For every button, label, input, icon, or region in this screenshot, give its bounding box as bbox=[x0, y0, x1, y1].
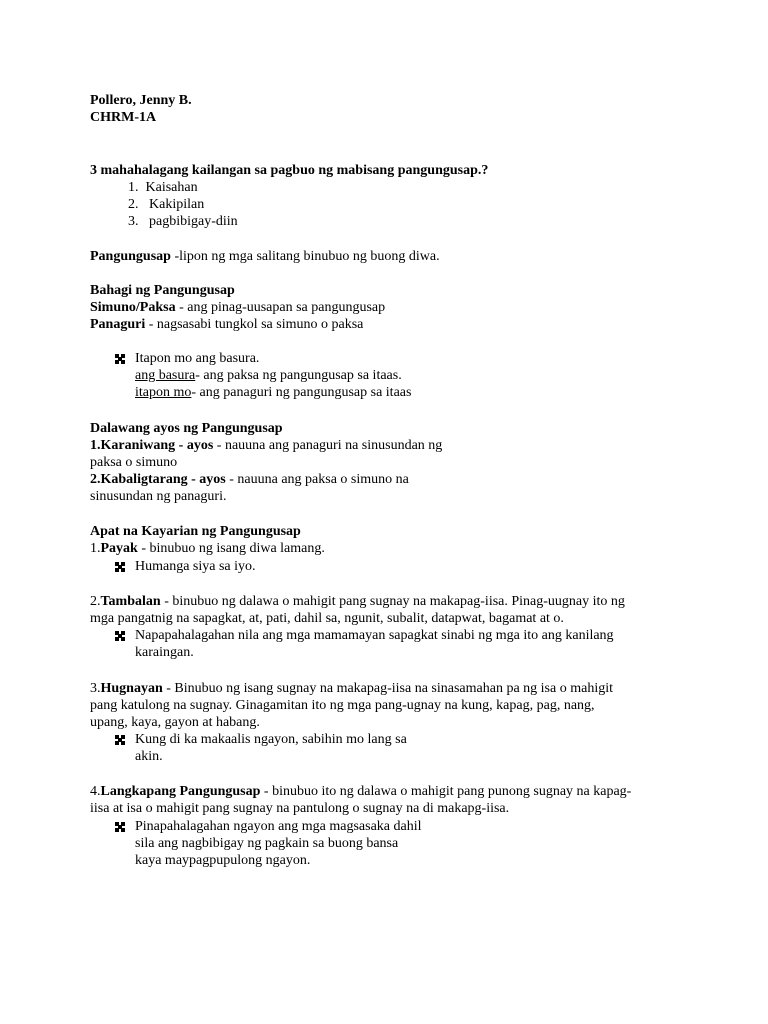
ayos-text: - nauuna ang paksa o simuno na bbox=[225, 472, 409, 487]
class-section: CHRM-1A bbox=[90, 110, 157, 125]
example-explanation: - ang paksa ng pangungusap sa itaas. bbox=[195, 368, 402, 383]
payak-text: - binubuo ng isang diwa lamang. bbox=[137, 541, 325, 556]
tambalan-cont: mga pangatnig na sapagkat, at, pati, dahil sa, ngunit, subalit, datapwat, bagamat at o. bbox=[90, 611, 564, 626]
ayos-term: .Karaniwang - ayos bbox=[97, 438, 214, 453]
panaguri-text: - nagsasabi tungkol sa simuno o paksa bbox=[145, 317, 364, 332]
example-sentence: Itapon mo ang basura. bbox=[135, 351, 260, 366]
item-number: 4. bbox=[90, 784, 101, 799]
list-text: pagbibigay-diin bbox=[149, 214, 238, 229]
tambalan-example-cont: karaingan. bbox=[135, 645, 194, 660]
list-item bbox=[128, 213, 238, 230]
panaguri-line bbox=[90, 316, 363, 333]
bullet-icon bbox=[114, 630, 126, 642]
item-number: 2 bbox=[90, 472, 97, 487]
hugnayan-cont-2: upang, kaya, gayon at habang. bbox=[90, 715, 260, 730]
payak-term: Payak bbox=[100, 541, 138, 556]
hugnayan-text: - Binubuo ng isang sugnay na makapag-iisa na sinasamahan pa ng isa o mahigit bbox=[162, 681, 613, 696]
definition-term: Pangungusap bbox=[90, 249, 171, 264]
payak-example: Humanga siya sa iyo. bbox=[135, 559, 256, 574]
list-number: 2. bbox=[128, 197, 139, 212]
author-name: Pollero, Jenny B. bbox=[90, 93, 192, 108]
bullet-icon bbox=[114, 821, 126, 833]
hugnayan-example: Kung di ka makaalis ngayon, sabihin mo lang sa bbox=[135, 732, 407, 747]
langkapan-example-2: sila ang nagbibigay ng pagkain sa buong bansa bbox=[135, 836, 399, 851]
list-text: Kaisahan bbox=[145, 180, 198, 195]
simuno-text: - ang pinag-uusapan sa pangungusap bbox=[175, 300, 386, 315]
tambalan-example: Napapahalagahan nila ang mga mamamayan sapagkat sinabi ng mga ito ang kanilang bbox=[135, 628, 614, 643]
tambalan-text: - binubuo ng dalawa o mahigit pang sugnay na makapag-iisa. Pinag-uugnay ito ng bbox=[160, 594, 625, 609]
section-heading-ayos: Dalawang ayos ng Pangungusap bbox=[90, 421, 283, 436]
underlined-phrase: ang basura bbox=[135, 368, 196, 383]
example-paksa-line bbox=[135, 367, 402, 384]
hugnayan-line bbox=[90, 680, 613, 697]
definition-line bbox=[90, 248, 440, 265]
ayos-term: .Kabaligtarang - ayos bbox=[97, 472, 226, 487]
hugnayan-cont-1: pang katulong na sugnay. Ginagamitan ito ng mga pang-ugnay na kung, kapag, pag, nang, bbox=[90, 698, 595, 713]
bullet-icon bbox=[114, 734, 126, 746]
payak-line bbox=[90, 540, 325, 557]
section-heading-kayarian: Apat na Kayarian ng Pangungusap bbox=[90, 524, 301, 539]
langkapan-line bbox=[90, 783, 631, 800]
panaguri-term: Panaguri bbox=[90, 317, 146, 332]
item-number: 1. bbox=[90, 541, 101, 556]
langkapan-term: Langkapang Pangungusap bbox=[100, 784, 261, 799]
langkapan-example-1: Pinapahalagahan ngayon ang mga magsasaka dahil bbox=[135, 819, 422, 834]
langkapan-text: - binubuo ito ng dalawa o mahigit pang punong sugnay na kapag- bbox=[260, 784, 632, 799]
example-panaguri-line bbox=[135, 384, 411, 401]
simuno-term: Simuno/Paksa bbox=[90, 300, 176, 315]
bullet-icon bbox=[114, 561, 126, 573]
item-number: 3. bbox=[90, 681, 101, 696]
hugnayan-example-cont: akin. bbox=[135, 749, 163, 764]
list-item bbox=[128, 179, 198, 196]
list-item bbox=[128, 196, 204, 213]
item-number: 2. bbox=[90, 594, 101, 609]
ayos-item-1 bbox=[90, 437, 442, 454]
ayos-item-2-cont: sinusundan ng panaguri. bbox=[90, 489, 227, 504]
langkapan-example-3: kaya maypagpupulong ngayon. bbox=[135, 853, 311, 868]
langkapan-cont: iisa at isa o mahigit pang sugnay na pantulong o sugnay na di makapg-iisa. bbox=[90, 801, 510, 816]
example-explanation: - ang panaguri ng pangungusap sa itaas bbox=[191, 385, 412, 400]
item-number: 1 bbox=[90, 438, 97, 453]
tambalan-term: Tambalan bbox=[100, 594, 161, 609]
intro-question: 3 mahahalagang kailangan sa pagbuo ng mabisang pangungusap.? bbox=[90, 163, 489, 178]
ayos-text: - nauuna ang panaguri na sinusundan ng bbox=[213, 438, 443, 453]
list-number: 1. bbox=[128, 180, 139, 195]
list-number: 3. bbox=[128, 214, 139, 229]
hugnayan-term: Hugnayan bbox=[100, 681, 163, 696]
tambalan-line bbox=[90, 593, 625, 610]
definition-text: -lipon ng mga salitang binubuo ng buong diwa. bbox=[170, 249, 440, 264]
ayos-item-1-cont: paksa o simuno bbox=[90, 455, 178, 470]
underlined-phrase: itapon mo bbox=[135, 385, 192, 400]
list-text: Kakipilan bbox=[149, 197, 205, 212]
ayos-item-2 bbox=[90, 471, 409, 488]
bullet-icon bbox=[114, 353, 126, 365]
simuno-line bbox=[90, 299, 385, 316]
section-heading-bahagi: Bahagi ng Pangungusap bbox=[90, 283, 235, 298]
